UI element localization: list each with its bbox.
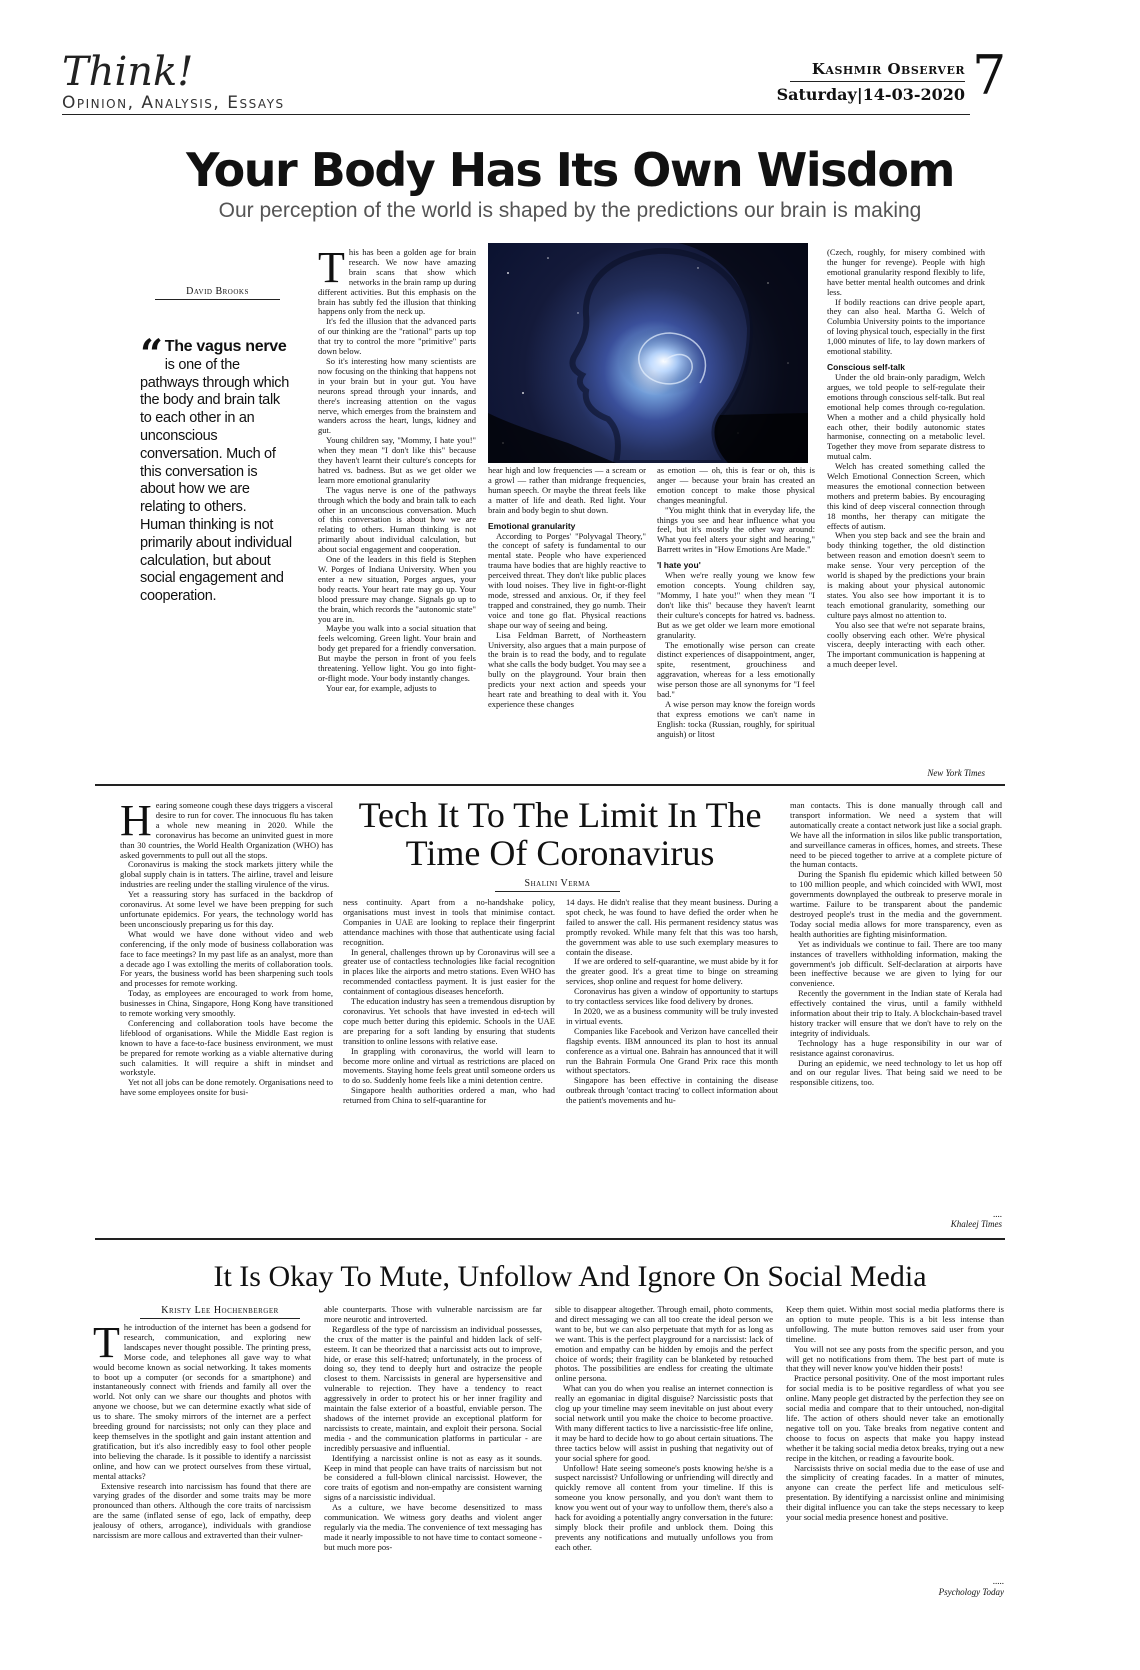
article2-col1 <box>120 801 333 1233</box>
paper-name-rule <box>790 81 965 82</box>
article1-subhead: Our perception of the world is shaped by the predictions our brain is making <box>218 199 922 222</box>
paragraph: Yet as individuals we continue to fail. There are too many instances of travellers withholding information, making the government's job difficult. Self-declaration at airports have been ineffective because we are given to lying for our convenience. <box>790 938 1002 989</box>
article1-byline: David Brooks <box>186 286 249 297</box>
galaxy-head-image <box>488 243 808 463</box>
article2-headline <box>340 796 780 872</box>
article3-headline: It Is Okay To Mute, Unfollow And Ignore On Social Media <box>213 1260 927 1293</box>
masthead-rule <box>62 114 970 115</box>
article1-headline: Your Body Has Its Own Wisdom <box>186 143 954 197</box>
paragraph: Identifying a narcissist online is not as easy as it sounds. Keep in mind that people can have traits of narcissism but not be considered a full-blown clinical narcissist. However, the core traits of egotism and non-empathy are consistent warning signs of a narcissistic individual. <box>324 1452 542 1503</box>
article1-col3 <box>657 466 815 780</box>
paragraph: In grappling with coronavirus, the world will learn to become more online and virtual as restrictions are placed on movements. Staying home feels great until someone orders us to do so. Suddenly home feels like a mini detention centre. <box>343 1045 555 1086</box>
paragraph: Recently the government in the Indian state of Kerala had effectively contained the virus, until a family withheld information about their trip to Italy. A blockchain-based travel history tracker will ensure that we don't have to rely on the integrity of individuals. <box>790 988 1002 1038</box>
article3-col4 <box>786 1305 1004 1575</box>
article1-source: New York Times <box>927 768 985 778</box>
article3-col1 <box>93 1323 311 1596</box>
paragraph: It's fed the illusion that the advanced parts of our thinking are the "rational" parts up top that try to control the more "primitive" parts down below. <box>318 316 476 357</box>
head-silhouette-icon <box>488 243 808 463</box>
paper-name: Kashmir Observer <box>811 60 965 78</box>
pull-quote-text: is one of the pathways through which the body and brain talk to each other in an unconscious conversation. Much of this conversation is about how we are relating to others. Human thinking is not primarily about individual calculation, but about social engagement and cooperation. <box>140 356 292 605</box>
section-subtitle: Opinion, Analysis, Essays <box>62 93 285 113</box>
paragraph: Companies like Facebook and Verizon have cancelled their flagship events. IBM announced its plan to host its annual conference as a virtual one. Bahrain has announced that it will run the Bahrain Formula One Grand Prix race this month without spectators. <box>566 1025 778 1076</box>
paragraph: Maybe you walk into a social situation that feels welcoming. Green light. Your brain and body get prepared for a friendly conversation. But maybe the person in front of you feels threatening. Yellow light. You go into fight-or-flight mode. Your body instantly changes. <box>318 623 476 683</box>
quote-mark-icon: “ <box>140 331 163 378</box>
paragraph: 14 days. He didn't realise that they meant business. During a spot check, he was found to have defied the order when he failed to answer the call. His permanent residency status was promptly revoked. While many felt that this was too harsh, the government was able to use such exemplary measures to contain the disease. <box>566 898 778 957</box>
paragraph: he introduction of the internet has been a godsend for research, communication, and exploring new landscapes never thought possible. The printing press, Morse code, and telephones all gave way to what would become known as social networking. It takes moments to boot up a computer (or seconds for a smartphone) and instantaneously connect with friends and family all over the world. Not only can we share our thoughts and photos with anyone we choose, but we can determine exactly what side of us to share. The smoky mirrors of the internet are a perfect breeding ground for narcissists; not only can they place and keep themselves in the spotlight and gain instant attention and gratification, but it's also incredibly easy to fool other people into believing the charade. Is it possible to identify a narcissist online, and how can we protect ourselves from these virtual, mental attacks? <box>93 1323 311 1481</box>
paragraph: "You might think that in everyday life, the things you see and hear influence what you feel, but it's mostly the other way around: What you feel alters your sight and hearing," Barrett writes in "How Emotions Are Made." <box>657 504 815 555</box>
paragraph: If bodily reactions can drive people apart, they can also heal. Martha G. Welch of Columbia University points to the importance of loving physical touch, especially in the first 1,000 minutes of life, to lay down markers of emotional stability. <box>827 296 985 357</box>
paragraph: Technology has a huge responsibility in our war of resistance against coronavirus. <box>790 1037 1002 1058</box>
divider-rule <box>95 784 1005 786</box>
paragraph: Singapore has been effective in containing the disease outbreak through 'contact tracing' to collect information about the patient's movements and hu- <box>566 1075 778 1106</box>
paragraph: When we're really young we know few emotion concepts. Young children say, "Mommy, I hate you!" when they mean "I don't like this" because they haven't learnt their culture's concepts for hatred vs. badness. But as we get older we learn more emotional granularity. <box>657 570 815 640</box>
paragraph: Extensive research into narcissism has found that there are varying grades of the disorder and some traits may be more pronounced than others. Although the core traits of narcissism are the same (inflated sense of ego, lack of empathy, deep jealousy of others, arrogance), individuals with grandiose narcissism are more callous and extraverted than their vulner- <box>93 1480 311 1541</box>
paragraph: What can you do when you realise an internet connection is really an egomaniac in digital disguise? Narcissistic posts that clog up your timeline may seem inevitable on just about every social network until you make the choice to become proactive. With many different tactics to live a narcissistic-free life online, it may be hard to decide how to go about certain situations. The three tactics below will assist in pushing that negativity out of your social sphere for good. <box>555 1383 773 1463</box>
paragraph: Yet not all jobs can be done remotely. Organisations need to have some employees onsite for busi- <box>120 1077 333 1098</box>
paragraph: According to Porges' "Polyvagal Theory," the concept of safety is fundamental to our mental state. People who have experienced trauma have bodies that are highly reactive to perceived threat. They don't like public places with loud noises. They live in fight-or-flight mode, stressed and anxious. Or, if they feel trapped and constrained, they go numb. Their voice and tone go flat. Physical reactions shape our way of seeing and being. <box>488 530 646 630</box>
article3-source: Psychology Today <box>938 1587 1004 1597</box>
issue-date: Saturday|14-03-2020 <box>776 85 965 104</box>
paragraph: earing someone cough these days triggers a visceral desire to run for cover. The innocuous flu has taken a whole new meaning in 2020. While the coronavirus has become an uninvited guest in more than 30 countries, the World Health Organization (WHO) has asked governments to pull out all the stops. <box>120 801 333 860</box>
article3-byline: Kristy Lee Hochenberger <box>161 1305 279 1316</box>
paragraph: Coronavirus has given a window of opportunity to startups to try contactless services like food delivery by drones. <box>566 986 778 1007</box>
paragraph: sible to disappear altogether. Through email, photo comments, and direct messaging we can all too create the ideal person we want to be, but we can also perpetuate that myth for as long as we want. This is the perfect playground for a narcissist: lack of emotion and empathy can be hidden by emojis and the perfect choice of words; their fragility can be blanketed by retouched photos. The possibilities are endless for creating the ultimate online persona. <box>555 1305 773 1384</box>
article2-byline: Shalini Verma <box>524 878 591 889</box>
article2-col4 <box>790 801 1002 1211</box>
article3-col2 <box>324 1305 542 1596</box>
paragraph: You will not see any posts from the specific person, and you will get no notifications from them. The best part of mute is that they will never know you've hidden their posts! <box>786 1343 1004 1374</box>
divider-rule <box>95 1238 1005 1240</box>
paragraph: In general, challenges thrown up by Coronavirus will see a greater use of contactless technologies like facial recognition in places like the airports and metro stations. Even WHO has recommended contactless payment. It is just easier for the containment of contagious diseases henceforth. <box>343 946 555 997</box>
paragraph: able counterparts. Those with vulnerable narcissism are far more neurotic and introverted. <box>324 1305 542 1324</box>
paragraph: Keep them quiet. Within most social media platforms there is an option to mute people. This is a bit less intense than unfollowing. The mute button removes said user from your timeline. <box>786 1305 1004 1344</box>
article1-crosshead: 'I hate you' <box>657 560 701 571</box>
article2-source: Khaleej Times <box>950 1219 1002 1229</box>
paragraph: Today, as employees are encouraged to work from home, businesses in China, Singapore, Hong Kong have transitioned to remote working very smoothly. <box>120 988 333 1019</box>
paragraph: (Czech, roughly, for misery combined with the hunger for revenge). People with high emotional granularity respond flexibly to life, have better mental health outcomes and drink less. <box>827 248 985 297</box>
article1-crosshead: Emotional granularity <box>488 520 576 531</box>
byline-rule <box>495 891 620 892</box>
paragraph: Singapore health authorities ordered a man, who had returned from China to self-quarantine for <box>343 1085 555 1106</box>
paragraph: If we are ordered to self-quarantine, we must abide by it for the greater good. It's a great time to binge on streaming services, shop online and request for home delivery. <box>566 956 778 987</box>
paragraph: man contacts. This is done manually through call and transport information. We need a system that will automatically create a contact network just like a social graph. We have all the information in silos like public transportation, and surveillance cameras in offices, homes, and streets. These need to be pieced together to arrive at a complete picture of the human contacts. <box>790 801 1002 870</box>
paragraph: ness continuity. Apart from a no-handshake policy, organisations must invest in tools that minimise contact. Companies in UAE are looking to replace their fingerprint attendance machines with those that authenticate using facial recognition. <box>343 898 555 947</box>
paragraph: The vagus nerve is one of the pathways through which the body and brain talk to each other in an unconscious conversation. Much of this conversation is about how we are relating to others. Human thinking is not primarily about individual calculation, but about social engagement and cooperation. <box>318 484 476 555</box>
paragraph: Coronavirus is making the stock markets jittery while the global supply chain is in tatters. The airline, travel and leisure industries are reeling under the stalling virulence of the virus. <box>120 859 333 890</box>
drop-cap: T <box>318 248 345 292</box>
paragraph: One of the leaders in this field is Stephen W. Porges of Indiana University. When you enter a new situation, Porges argues, your body reacts. Your heart rate may go up. Your blood pressure may change. Signals go up to the brain, which records the "autonomic state" you are in. <box>318 554 476 624</box>
pull-quote <box>140 331 292 606</box>
paragraph: You also see that we're not separate brains, coolly observing each other. We're physical viscera, deeply interacting with each other. The important communication is happening at a much deeper level. <box>827 619 985 670</box>
paragraph: Young children say, "Mommy, I hate you!" when they mean "I don't like this" because they haven't learnt their culture's concepts for hatred vs. badness. But as we get older we learn more emotional granularity <box>318 435 476 485</box>
article2-headline-line2: Time Of Coronavirus <box>405 833 715 873</box>
paragraph: During an epidemic, we need technology to let us hop off and on our regular lives. That being said we need to be responsible citizens, too. <box>790 1057 1002 1088</box>
paragraph: The education industry has seen a tremendous disruption by coronavirus. Yet schools that have invested in ed-tech will cope much better during this epidemic. Schools in the UAE are preparing for a soft landing by ensuring that students transition to online lessons with relative ease. <box>343 996 555 1046</box>
paragraph: When you step back and see the brain and body thinking together, the old distinction between reason and emotion doesn't seem to make sense. Your very perception of the world is shaped by the predictions your brain is making about your physical autonomic states. You also see how important it is to teach emotional granularity, something our culture pays almost no attention to. <box>827 530 985 620</box>
paragraph: So it's interesting how many scientists are now focusing on the thinking that happens not in your brain but in your gut. You have neurons spread through your innards, and there's increasing attention on the vagus nerve, which emerges from the brainstem and wanders across the heart, lungs, kidney and gut. <box>318 355 476 436</box>
paragraph: Narcissists thrive on social media due to the ease of use and the simplicity of creating facades. In a matter of minutes, anyone can create the perfect life and meticulous self-presentation. By identifying a narcissist online and minimising their digital influence you can take the steps necessary to keep your social media presence honest and positive. <box>786 1462 1004 1523</box>
article2-col3 <box>566 898 778 1233</box>
article3-col3 <box>555 1305 773 1596</box>
article2-col2 <box>343 898 555 1233</box>
page-number: 7 <box>972 44 1007 107</box>
paragraph: Yet a reassuring story has surfaced in the backdrop of coronavirus. At some level we have been prepping for such unfortunate epidemics. For years, the technology world has been unconsciously preparing us for this day. <box>120 889 333 929</box>
paragraph: Lisa Feldman Barrett, of Northeastern University, also argues that a main purpose of the brain is to read the body, and to regulate what she calls the body budget. You may see a bully on the playground. Your brain then predicts your next action and speeds your heart rate and breathing to deal with it. You experience these changes <box>488 629 646 709</box>
paragraph: Conferencing and collaboration tools have become the lifeblood of organisations. While the Middle East region is known to have a face-to-face business environment, we must be prepared for remote working as a viable alternative during such calamities. It will require a shift in mindset and workstyle. <box>120 1017 333 1078</box>
paragraph: Your ear, for example, adjusts to <box>326 682 437 693</box>
paragraph: Practice personal positivity. One of the most important rules for social media is to be positive regardless of what you see online. Many people get distracted by the perfection they see on social media and compare that to their untouched, non-digital life. The action of others should never take an emotionally negative toll on you. Take breaks from negative content and choose to focus on aspects that make you happy instead whether it be taking social media detox breaks, trying out a new recipe in the kitchen, or reading a favourite book. <box>786 1373 1004 1463</box>
paragraph: Under the old brain-only paradigm, Welch argues, we told people to self-regulate their emotions through conscious self-talk. But real emotional help comes through co-regulation. When a mother and a child physically hold each other, their bodily autonomic states harmonise, connecting on a metabolic level. Together they move from separate distress to mutual calm. <box>827 371 985 462</box>
pull-quote-lead: The vagus nerve <box>164 338 287 355</box>
paragraph: Unfollow! Hate seeing someone's posts knowing he/she is a suspect narcissist? Unfollowing or unfriending will directly and quickly remove all content from your timeline. If this is someone you know personally, and you don't want them to know you went out of your way to unfollow them, there's also a hack for avoiding a potentially angry conversation in the future: simply block their profile and unblock them. Doing this prevents any notifications and mutually unfollows you from each other. <box>555 1462 773 1552</box>
article3-ellipsis: ..... <box>992 1576 1004 1586</box>
paragraph: A wise person may know the foreign words that express emotions we can't name in English: tocka (Russian, roughly, for spiritual anguish) or litost <box>657 698 815 739</box>
article1-crosshead: Conscious self-talk <box>827 361 905 372</box>
byline-rule <box>155 299 280 300</box>
drop-cap: H <box>120 801 152 845</box>
paragraph: hear high and low frequencies — a scream or a growl — rather than midrange frequencies, human speech. Or maybe the threat feels like a matter of life and death. Red light. Your brain and body begin to shut down. <box>488 466 646 515</box>
paragraph: his has been a golden age for brain research. We now have amazing brain scans that show which networks in the brain ramp up during different activities. But this emphasis on the brain has subtly fed the illusion that thinking happens only from the neck up. <box>318 248 476 317</box>
drop-cap: T <box>93 1323 120 1367</box>
paragraph: The emotionally wise person can create distinct experiences of disappointment, anger, spite, resentment, grouchiness and aggravation, whereas for a less emotionally wise person those are all synonyms for "I feel bad." <box>657 639 815 700</box>
paragraph: What would we have done without video and web conferencing, if the only mode of business collaboration was face to face meetings? In my past life as an analyst, more than a decade ago I was extolling the merits of collaboration tools. For years, the business world has been sharpening such tools and processes for remote working. <box>120 928 333 989</box>
paragraph: Welch has created something called the Welch Emotional Connection Screen, which measures the emotional connection between mothers and preterm babies. By encouraging this kind of deep visceral connection through 18 months, her therapy can mitigate the effects of autism. <box>827 461 985 531</box>
article2-ellipsis: .... <box>993 1209 1002 1219</box>
section-title: Think! <box>62 49 194 95</box>
article1-col4 <box>827 248 985 764</box>
article1-col2 <box>488 466 646 780</box>
article1-col1 <box>318 248 476 780</box>
paragraph: As a culture, we have become desensitized to mass communication. We witness gory deaths and violent anger regularly via the media. The convenience of text messaging has made it nearly impossible to not have time to contact someone - but much more pos- <box>324 1502 542 1552</box>
article2-headline-line1: Tech It To The Limit In The <box>358 795 762 835</box>
paragraph: In 2020, we as a business community will be truly invested in virtual events. <box>566 1005 778 1026</box>
paragraph: as emotion — oh, this is fear or oh, this is anger — because your brain has created an emotion concept to make those physical changes meaningful. <box>657 466 815 505</box>
paragraph: During the Spanish flu epidemic which killed between 50 to 100 million people, and which coincided with WWI, most governments downplayed the outbreak to preserve morale in wartime. Failure to be transparent about the pandemic destroyed people's trust in the media and the government. Today social media allows for more transparency, even as health authorities are fighting misinformation. <box>790 869 1002 939</box>
byline-rule <box>140 1318 300 1319</box>
paragraph: Regardless of the type of narcissism an individual possesses, the crux of the matter is the painful and hidden lack of self-esteem. It can be theorized that a narcissist acts out to improve, hide, or erase this self-hatred; unfortunately, in the process of doing so, they tend to deeply hurt and ostracize the people closest to them. Narcissists in general are hypersensitive and vulnerable to rejection. They have a tendency to react aggressively in order to protect his or her inner fragility and maintain the false exterior of a boastful, enviable person. The shadows of the internet provide an exceptional platform for narcissists to create, maintain, and exploit their persona. Social media - and the communication platforms in particular - are incredibly persuasive and influential. <box>324 1323 542 1453</box>
